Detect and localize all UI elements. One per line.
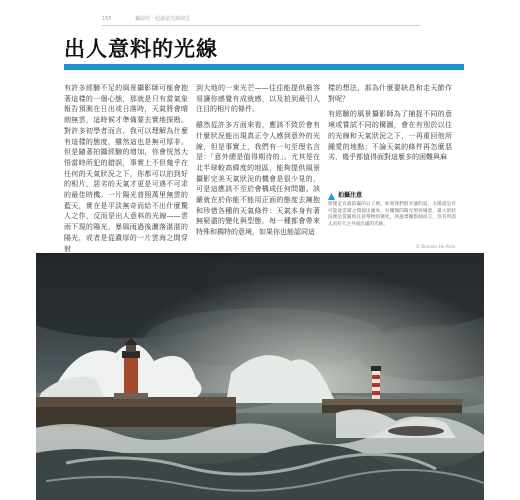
running-header: [102, 13, 422, 25]
paragraph: 雖然從許多方面來看，應該不致於會有什麼狀況能出現真正令人感到意外的光線，但是事實上，我們有一句至理名言是：「意外總是值得期待的」。尤其是在北半球較高緯度的地區，能夠提供風景攝影完美天氣狀況的機會是很少見的，可是這應該不至於會構成任何問題。該嚴就在於你能不能用正面的態度去擁抱和珍惜各種的天氣條件：天氣本身有著無窮盡的變化與型態，每一種都會帶來特殊和獨特的意境，如果你也能認同這: [196, 121, 320, 237]
camera-tip-icon: [328, 193, 335, 200]
header-rule: [102, 25, 420, 26]
paragraph: 有許多經驗不足的風景攝影師可能會抱著這樣的一個心態，那就是只有當氣象報告預測在日出或日落時，天氣將會晴朗無雲，這時候才準備要去實地探勘。對許多初學者而言，我可以理解為什麼有這樣的態度，雖然這也是無可厚非。但是隨著拍攝經驗的增加，你會恍然大悟當時所犯的錯誤，事實上不但幾乎在任何的天氣狀況之下，你都可以拍到好的相片，惡劣的天氣才更是可遇不可求的最佳時機。一片陽光普照萬里無雲的藍天，實在是平淡無奇而給不出什麼驚人之作，反而是出人意料的光線——雲雨下現的陽光，暴風雨過後灑落湛湛的陽光，或者是從濃厚的一片雲海之間穿射: [64, 84, 188, 253]
body-column-1: [64, 83, 188, 281]
page-number: 155: [102, 16, 112, 22]
lighthouse-icon: [371, 366, 381, 399]
body-column-2: [196, 83, 320, 281]
tip-title-text: 拍攝注意: [338, 192, 363, 199]
body-column-3: [328, 83, 452, 187]
tip-text: 影使走在最陰霾的日子裡，如果我們與幸運的話，太陽還是有可能從雲層之間探出頭來，拉樓燦的陽光照亮場景，最大的狀況便是當隨時注意帶物的變化，到風景攝影師而言，沒有所謂太直好天之外而出滿的光線。: [328, 202, 456, 227]
tip-title: [328, 192, 456, 200]
title-accent-bar: [64, 64, 464, 70]
lighthouse-storm-photo: [36, 253, 484, 500]
running-title: 攝影的一起創造光線與雲: [135, 16, 191, 22]
paragraph: 到大地的一束光芒——往往能提供最容易讓你感覺有成就感，以及拍到最引人注目的相片的條件。: [196, 84, 320, 114]
photo-illustration: [36, 253, 484, 500]
tip-box: [328, 192, 456, 228]
paragraph: 有經驗的風景攝影師為了捕捉不同的意境或嘗試不同的構圖，會在有別於以往的光線和天氣狀況之下，一再重回他所鍾愛的地點；不論天氣的條件再怎麼惡劣，幾乎都值得面對這麼多的困難與麻: [328, 110, 452, 162]
photo-credit: © Dominic Ho Alvis: [415, 244, 455, 249]
page-title: 出人意料的光線: [64, 37, 218, 61]
paragraph: 樣的想法，那為什麼要缺息和走天節作對呢？: [328, 84, 452, 103]
